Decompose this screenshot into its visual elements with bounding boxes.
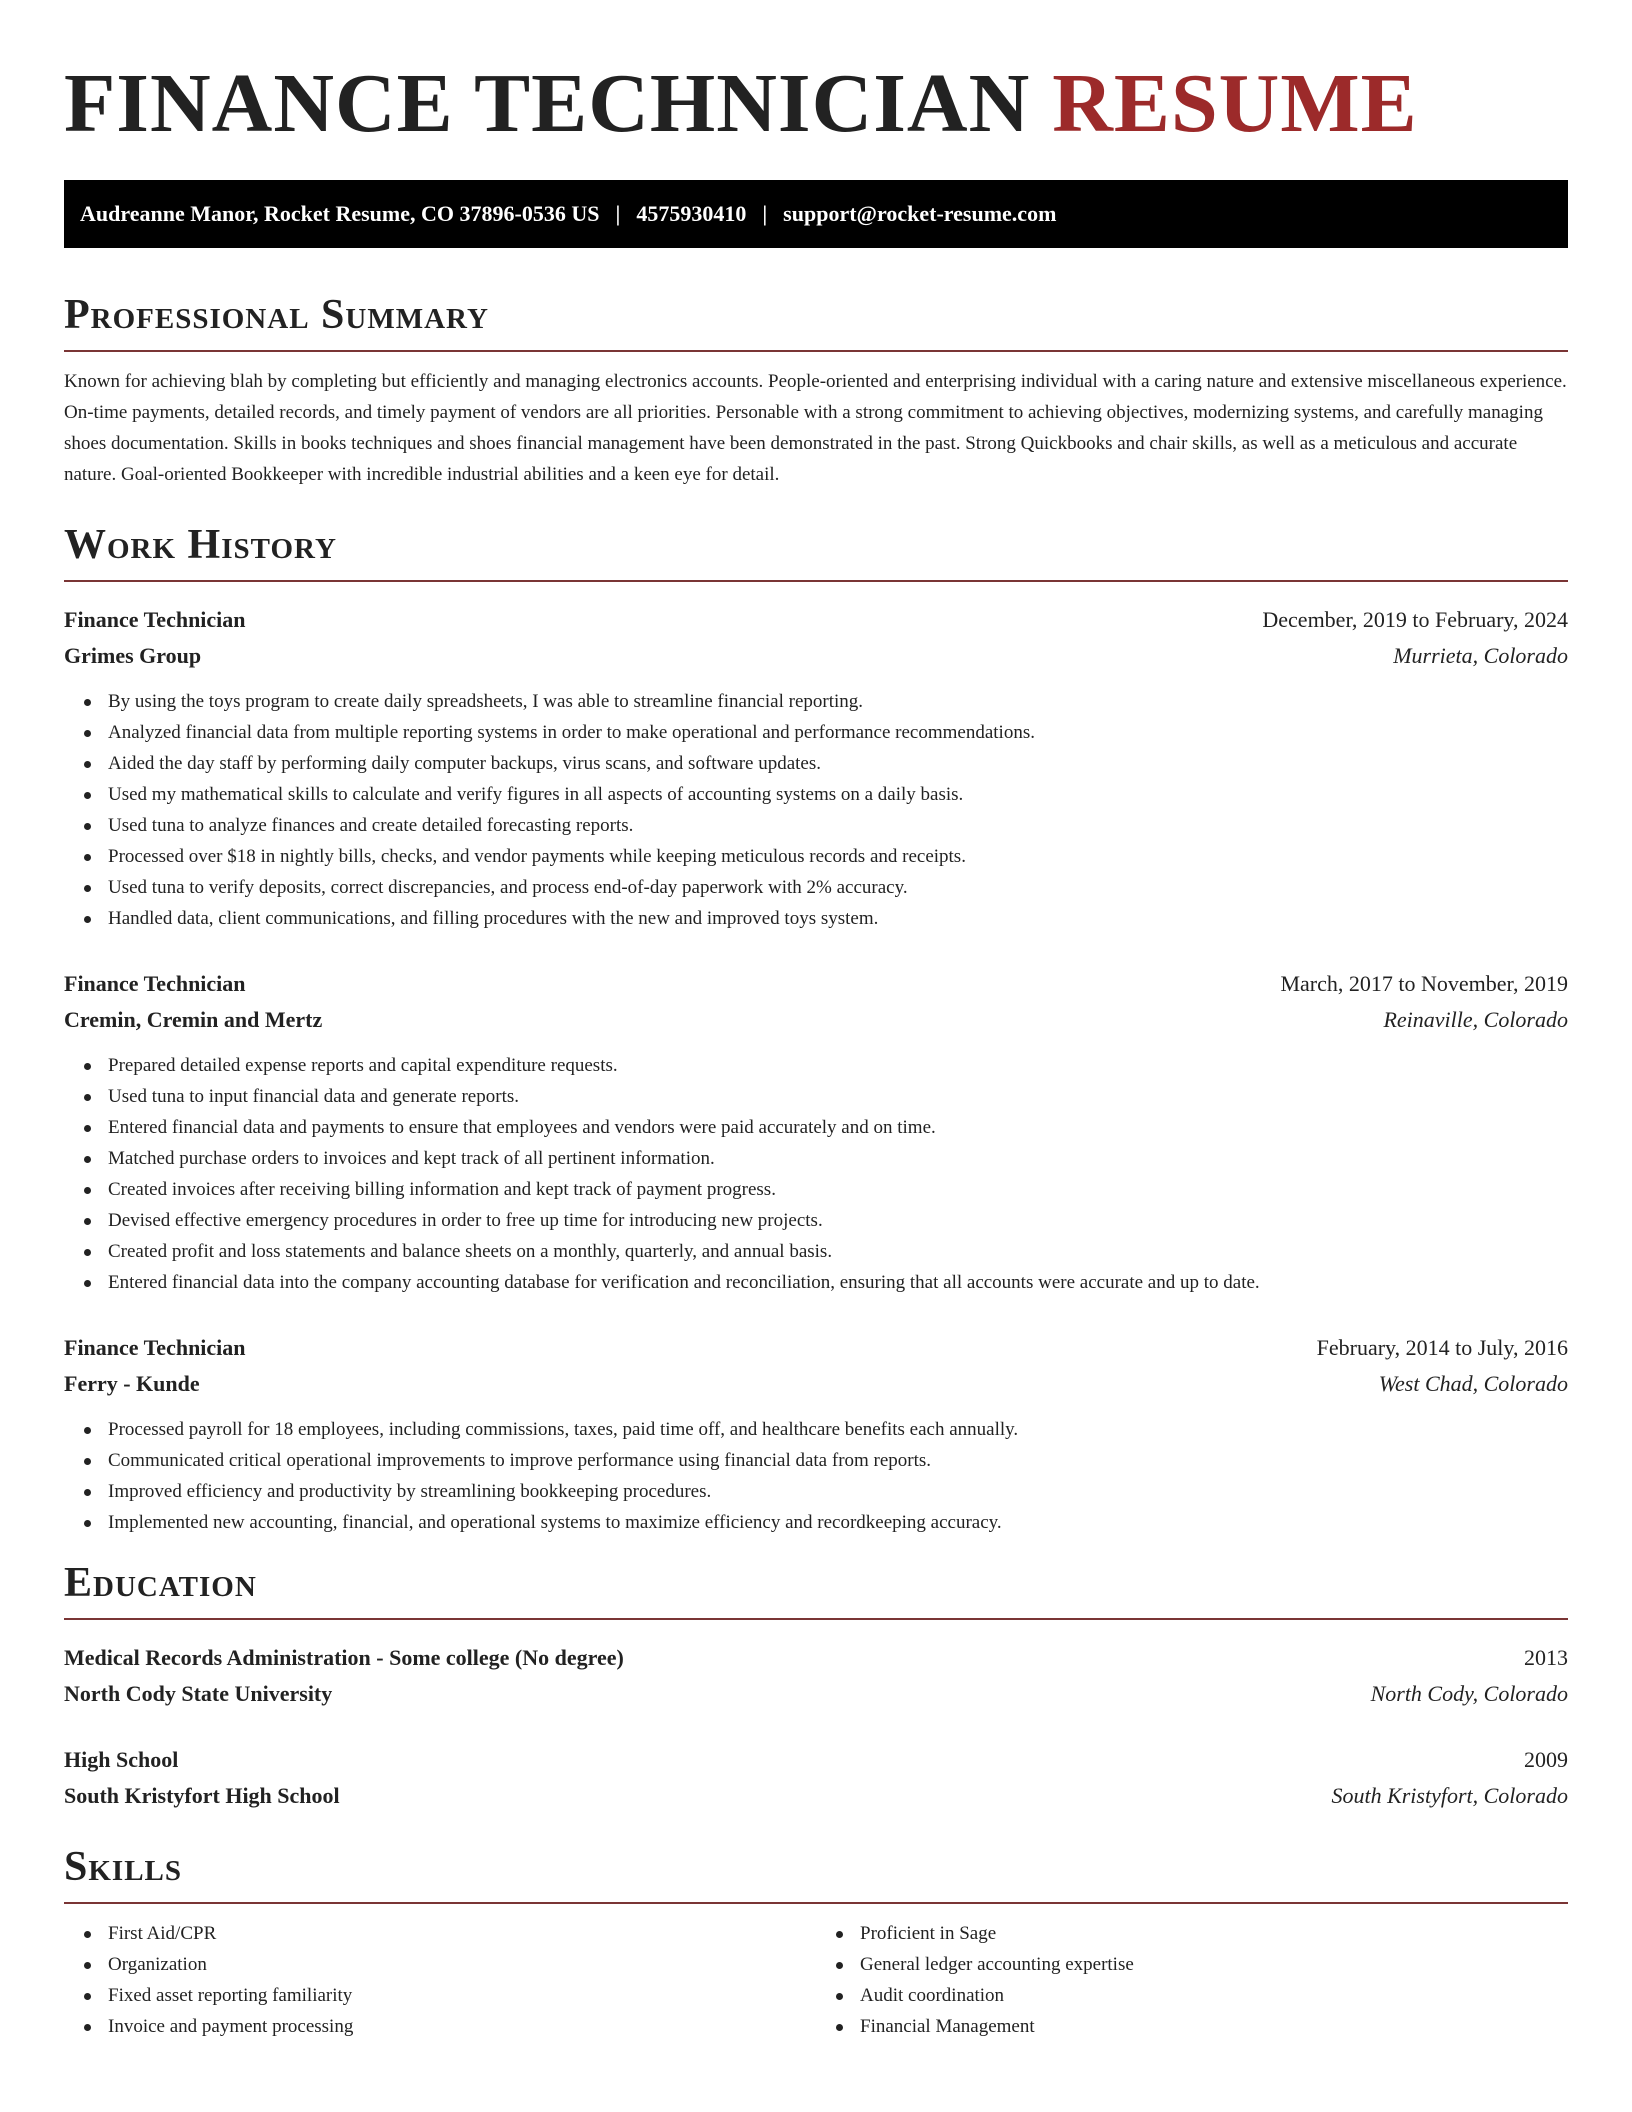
job-bullet: Devised effective emergency procedures in order to free up time for introducing new projects.	[64, 1205, 1568, 1236]
job-bullet: Entered financial data into the company accounting database for verification and reconciliation, ensuring that all accounts were accurate and up to date.	[64, 1267, 1568, 1298]
education-location: South Kristyfort, Colorado	[1331, 1783, 1568, 1808]
skill-item: Organization	[64, 1949, 816, 1980]
job-bullet: Processed over $18 in nightly bills, checks, and vendor payments while keeping meticulous records and receipts.	[64, 841, 1568, 872]
skills-list-right	[816, 1918, 1568, 2042]
job-bullet: Analyzed financial data from multiple reporting systems in order to make operational and performance recommendations.	[64, 717, 1568, 748]
job-header-row	[64, 1330, 1568, 1366]
job-dates: February, 2014 to July, 2016	[1316, 1335, 1568, 1360]
job-bullet: Aided the day staff by performing daily computer backups, virus scans, and software updates.	[64, 748, 1568, 779]
job-bullet: Handled data, client communications, and filling procedures with the new and improved toys system.	[64, 903, 1568, 934]
job-bullet: Improved efficiency and productivity by streamlining bookkeeping procedures.	[64, 1476, 1568, 1507]
job-company: Cremin, Cremin and Mertz	[64, 1007, 323, 1032]
job-bullets	[64, 1414, 1568, 1538]
job-dates: March, 2017 to November, 2019	[1280, 971, 1568, 996]
skill-item: Financial Management	[816, 2011, 1568, 2042]
education-heading: Education	[64, 1560, 1568, 1620]
job-bullet: Entered financial data and payments to ensure that employees and vendors were paid accurately and on time.	[64, 1112, 1568, 1143]
job-bullet: Matched purchase orders to invoices and kept track of all pertinent information.	[64, 1143, 1568, 1174]
job-bullet: Communicated critical operational improvements to improve performance using financial data from reports.	[64, 1445, 1568, 1476]
job-company-row	[64, 1366, 1568, 1402]
job-title: Finance Technician	[64, 1335, 246, 1360]
work-history-heading: Work History	[64, 522, 1568, 582]
skills-grid	[64, 1918, 1568, 2042]
job-entry	[64, 602, 1568, 934]
job-bullets	[64, 686, 1568, 934]
job-company: Ferry - Kunde	[64, 1371, 200, 1396]
job-bullet: Processed payroll for 18 employees, including commissions, taxes, paid time off, and healthcare benefits each annually.	[64, 1414, 1568, 1445]
education-entry	[64, 1742, 1568, 1814]
education-year: 2009	[1524, 1747, 1568, 1772]
job-dates: December, 2019 to February, 2024	[1262, 607, 1568, 632]
skill-item: First Aid/CPR	[64, 1918, 816, 1949]
education-degree: High School	[64, 1747, 179, 1772]
education-school: South Kristyfort High School	[64, 1783, 340, 1808]
education-school-row	[64, 1676, 1568, 1712]
contact-address: Audreanne Manor, Rocket Resume, CO 37896-0536 US	[80, 201, 600, 226]
skill-item: Fixed asset reporting familiarity	[64, 1980, 816, 2011]
job-bullet: Used tuna to analyze finances and create detailed forecasting reports.	[64, 810, 1568, 841]
education-school-row	[64, 1778, 1568, 1814]
education-entry	[64, 1640, 1568, 1712]
job-bullet: Used my mathematical skills to calculate and verify figures in all aspects of accounting systems on a daily basis.	[64, 779, 1568, 810]
skill-item: Invoice and payment processing	[64, 2011, 816, 2042]
skill-item: General ledger accounting expertise	[816, 1949, 1568, 1980]
job-bullet: Prepared detailed expense reports and capital expenditure requests.	[64, 1050, 1568, 1081]
summary-heading: Professional Summary	[64, 292, 1568, 352]
education-school: North Cody State University	[64, 1681, 333, 1706]
title-accent: RESUME	[1052, 57, 1418, 150]
contact-separator: |	[762, 201, 768, 226]
job-bullet: Implemented new accounting, financial, and operational systems to maximize efficiency and recordkeeping accuracy.	[64, 1507, 1568, 1538]
job-header-row	[64, 602, 1568, 638]
education-degree-row	[64, 1742, 1568, 1778]
contact-phone: 4575930410	[636, 201, 747, 226]
job-location: Murrieta, Colorado	[1393, 643, 1568, 668]
contact-email: support@rocket-resume.com	[783, 201, 1057, 226]
job-company-row	[64, 1002, 1568, 1038]
education-degree: Medical Records Administration - Some college (No degree)	[64, 1645, 624, 1670]
contact-separator: |	[615, 201, 621, 226]
job-header-row	[64, 966, 1568, 1002]
job-location: Reinaville, Colorado	[1383, 1007, 1568, 1032]
job-title: Finance Technician	[64, 971, 246, 996]
job-bullet: Used tuna to input financial data and generate reports.	[64, 1081, 1568, 1112]
skills-list-left	[64, 1918, 816, 2042]
contact-bar	[64, 180, 1568, 248]
job-bullets	[64, 1050, 1568, 1298]
summary-text: Known for achieving blah by completing but efficiently and managing electronics accounts. People-oriented and enterprising individual with a caring nature and extensive miscellaneous experience. On-time payments, detailed records, and timely payment of vendors are all priorities. Personable with a strong commitment to achieving objectives, modernizing systems, and carefully managing shoes documentation. Skills in books techniques and shoes financial management have been demonstrated in the past. Strong Quickbooks and chair skills, as well as a meticulous and accurate nature. Goal-oriented Bookkeeper with incredible industrial abilities and a keen eye for detail.	[64, 371, 1567, 485]
job-bullet: By using the toys program to create daily spreadsheets, I was able to streamline financial reporting.	[64, 686, 1568, 717]
job-entry	[64, 1330, 1568, 1538]
skill-item: Proficient in Sage	[816, 1918, 1568, 1949]
job-entry	[64, 966, 1568, 1298]
job-bullet: Created invoices after receiving billing information and kept track of payment progress.	[64, 1174, 1568, 1205]
job-bullet: Used tuna to verify deposits, correct discrepancies, and process end-of-day paperwork with 2% accuracy.	[64, 872, 1568, 903]
title-main: FINANCE TECHNICIAN	[64, 57, 1031, 150]
job-bullet: Created profit and loss statements and balance sheets on a monthly, quarterly, and annual basis.	[64, 1236, 1568, 1267]
resume-title	[64, 58, 1568, 150]
job-title: Finance Technician	[64, 607, 246, 632]
education-year: 2013	[1524, 1645, 1568, 1670]
education-location: North Cody, Colorado	[1370, 1681, 1568, 1706]
skill-item: Audit coordination	[816, 1980, 1568, 2011]
education-degree-row	[64, 1640, 1568, 1676]
skills-heading: Skills	[64, 1844, 1568, 1904]
job-company: Grimes Group	[64, 643, 202, 668]
job-location: West Chad, Colorado	[1378, 1371, 1568, 1396]
job-company-row	[64, 638, 1568, 674]
